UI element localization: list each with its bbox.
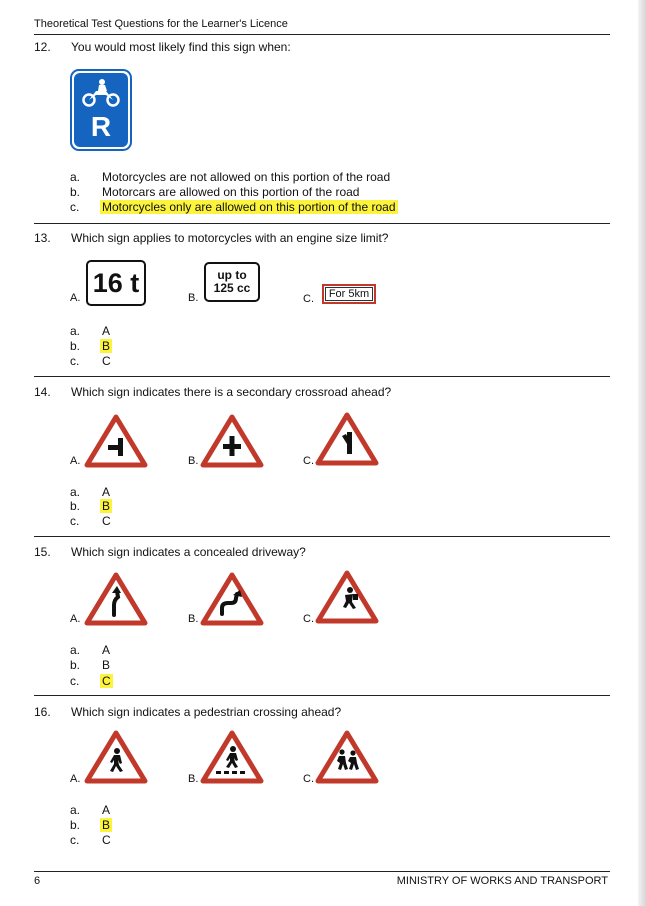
question-number: 12. [34, 40, 51, 54]
option-letter: a. [70, 170, 81, 184]
question-text: Which sign indicates a pedestrian crossing ahead? [71, 705, 342, 719]
sign-letter-c: C. [303, 455, 314, 467]
option-text: Motorcycles are not allowed on this portion of the road [102, 170, 391, 184]
page-header: Theoretical Test Questions for the Learner's Licence [34, 18, 288, 30]
bend-warning-sign [84, 572, 148, 626]
sign-letter-b: B. [188, 773, 199, 785]
highlighted-answer: B [102, 339, 111, 353]
option-letter: a. [70, 485, 81, 499]
sign-letter-c: C. [303, 293, 314, 305]
question-text: Which sign indicates there is a secondary crossroad ahead? [71, 385, 392, 399]
sign-letter-a: A. [70, 455, 81, 467]
sign-letter-b: B. [188, 292, 199, 304]
question-text: Which sign indicates a concealed driveway? [71, 545, 306, 559]
option-text: Motorcars are allowed on this portion of the road [102, 185, 360, 199]
page-number: 6 [34, 875, 41, 887]
option-text: B [102, 658, 111, 672]
sign-r-letter: R [90, 111, 112, 142]
option-text: A [102, 643, 111, 657]
option-text: C [102, 354, 111, 368]
children-warning-sign [315, 570, 379, 624]
distance-plate-sign [322, 284, 376, 304]
option-letter: b. [70, 185, 81, 199]
section-divider [34, 695, 610, 696]
section-divider [34, 376, 610, 377]
option-text: A [102, 803, 111, 817]
option-letter: c. [70, 514, 80, 528]
option-letter: a. [70, 324, 81, 338]
distance-plate-text: For 5km [325, 287, 373, 301]
option-text: A [102, 485, 111, 499]
question-text: Which sign applies to motorcycles with an engine size limit? [71, 231, 389, 245]
children-crossing-warning-sign [315, 730, 379, 784]
option-letter: a. [70, 803, 81, 817]
option-letter: c. [70, 674, 80, 688]
sign-line-1: up to [217, 268, 247, 282]
sign-letter-b: B. [188, 613, 199, 625]
option-letter: b. [70, 499, 81, 513]
question-number: 16. [34, 705, 51, 719]
double-bend-warning-sign [200, 572, 264, 626]
highlighted-answer: B [102, 818, 111, 832]
footer-rule [34, 871, 610, 872]
pedestrian-crossing-warning-sign [200, 730, 264, 784]
page-edge [638, 0, 646, 906]
engine-size-sign [204, 262, 260, 302]
option-letter: b. [70, 658, 81, 672]
sign-letter-a: A. [70, 292, 81, 304]
option-text: A [102, 324, 111, 338]
option-letter: c. [70, 833, 80, 847]
option-text: C [102, 514, 111, 528]
option-letter: a. [70, 643, 81, 657]
sign-letter-a: A. [70, 773, 81, 785]
crossroad-warning-sign [200, 414, 264, 468]
sign-letter-c: C. [303, 613, 314, 625]
highlighted-answer: Motorcycles only are allowed on this portion of the road [102, 200, 396, 214]
footer-ministry: MINISTRY OF WORKS AND TRANSPORT [396, 875, 608, 887]
sign-letter-a: A. [70, 613, 81, 625]
header-rule [34, 34, 610, 35]
question-number: 13. [34, 231, 51, 245]
sign-letter-b: B. [188, 455, 199, 467]
highlighted-answer: C [102, 674, 111, 688]
question-number: 15. [34, 545, 51, 559]
question-text: You would most likely find this sign when: [71, 40, 291, 54]
sign-letter-c: C. [303, 773, 314, 785]
section-divider [34, 223, 610, 224]
sign-line-2: 125 cc [213, 281, 251, 295]
t-junction-warning-sign [84, 414, 148, 468]
option-letter: b. [70, 339, 81, 353]
option-letter: c. [70, 200, 80, 214]
section-divider [34, 536, 610, 537]
option-letter: c. [70, 354, 80, 368]
highlighted-answer: B [102, 499, 111, 513]
question-number: 14. [34, 385, 51, 399]
motorcycle-lane-sign [70, 69, 132, 151]
pedestrian-warning-sign [84, 730, 148, 784]
option-letter: b. [70, 818, 81, 832]
mass-limit-sign: 16 t [86, 260, 146, 306]
side-road-warning-sign [315, 412, 379, 466]
option-text: C [102, 833, 111, 847]
